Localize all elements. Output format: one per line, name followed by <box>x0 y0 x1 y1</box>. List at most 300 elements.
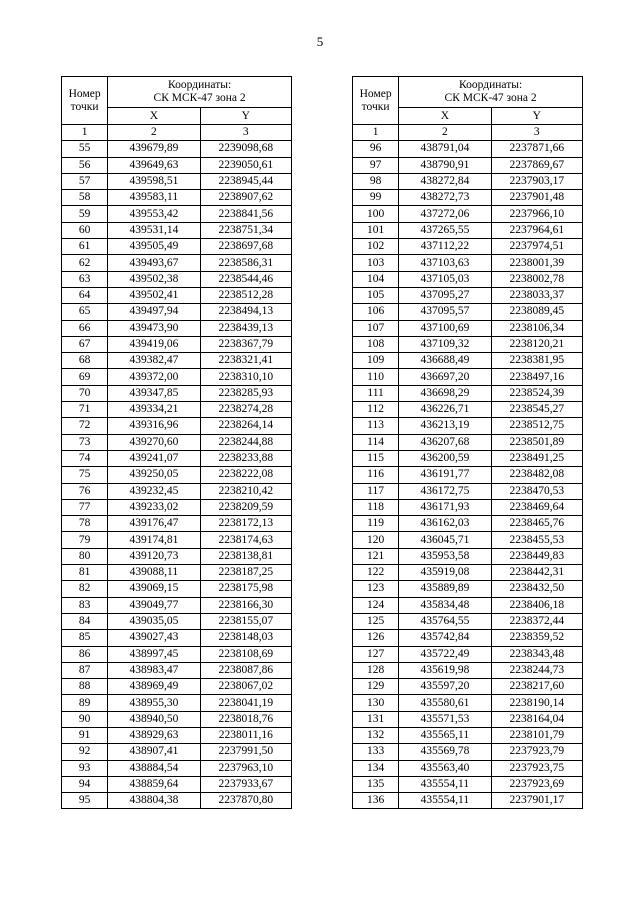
table-row <box>62 467 292 483</box>
table-row <box>353 369 583 385</box>
table-row <box>353 483 583 499</box>
point-number: 100 <box>353 206 399 222</box>
x-coordinate: 438791,04 <box>399 141 491 157</box>
x-coordinate: 439372,00 <box>108 369 200 385</box>
table-row <box>62 630 292 646</box>
table-body-right <box>353 141 583 809</box>
column-index: 3 <box>491 125 582 141</box>
point-number: 127 <box>353 646 399 662</box>
table-row <box>62 353 292 369</box>
point-number: 84 <box>62 613 108 629</box>
point-number: 83 <box>62 597 108 613</box>
x-coordinate: 435919,08 <box>399 565 491 581</box>
y-coordinate: 2238018,76 <box>200 711 291 727</box>
table-row <box>62 271 292 287</box>
x-coordinate: 439493,67 <box>108 255 200 271</box>
x-coordinate: 437095,57 <box>399 304 491 320</box>
table-row <box>353 255 583 271</box>
x-coordinate: 439473,90 <box>108 320 200 336</box>
x-coordinate: 435889,89 <box>399 581 491 597</box>
x-coordinate: 439174,81 <box>108 532 200 548</box>
y-coordinate: 2238033,37 <box>491 287 582 303</box>
y-coordinate: 2237870,80 <box>200 793 291 809</box>
table-row <box>353 222 583 238</box>
y-coordinate: 2237974,51 <box>491 239 582 255</box>
table-row <box>353 776 583 792</box>
x-coordinate: 437100,69 <box>399 320 491 336</box>
table-row <box>62 516 292 532</box>
table-row <box>353 760 583 776</box>
x-coordinate: 437095,27 <box>399 287 491 303</box>
point-number: 90 <box>62 711 108 727</box>
x-coordinate: 439382,47 <box>108 353 200 369</box>
y-coordinate: 2238244,88 <box>200 434 291 450</box>
point-number: 65 <box>62 304 108 320</box>
table-row <box>62 402 292 418</box>
point-number: 71 <box>62 402 108 418</box>
y-coordinate: 2238359,52 <box>491 630 582 646</box>
x-coordinate: 438790,91 <box>399 157 491 173</box>
y-coordinate: 2237923,69 <box>491 776 582 792</box>
y-coordinate: 2238244,73 <box>491 662 582 678</box>
y-coordinate: 2238233,88 <box>200 450 291 466</box>
point-number: 109 <box>353 353 399 369</box>
x-coordinate: 438983,47 <box>108 662 200 678</box>
y-coordinate: 2238187,25 <box>200 565 291 581</box>
table-row <box>353 320 583 336</box>
table-row <box>353 385 583 401</box>
point-number: 126 <box>353 630 399 646</box>
y-coordinate: 2237991,50 <box>200 744 291 760</box>
table-row <box>62 304 292 320</box>
x-coordinate: 439241,07 <box>108 450 200 466</box>
x-coordinate: 439502,38 <box>108 271 200 287</box>
x-coordinate: 436226,71 <box>399 402 491 418</box>
table-row <box>62 760 292 776</box>
table-row <box>62 190 292 206</box>
column-index: 1 <box>353 125 399 141</box>
y-header: Y <box>491 108 582 125</box>
point-number: 96 <box>353 141 399 157</box>
y-coordinate: 2238465,76 <box>491 516 582 532</box>
y-coordinate: 2238166,30 <box>200 597 291 613</box>
x-coordinate: 439505,49 <box>108 239 200 255</box>
point-number: 62 <box>62 255 108 271</box>
table-row <box>353 157 583 173</box>
table-row <box>62 565 292 581</box>
table-row <box>353 565 583 581</box>
y-coordinate: 2237933,67 <box>200 776 291 792</box>
point-number: 93 <box>62 760 108 776</box>
table-row <box>353 353 583 369</box>
y-coordinate: 2238175,98 <box>200 581 291 597</box>
x-coordinate: 435580,61 <box>399 695 491 711</box>
point-number: 73 <box>62 434 108 450</box>
point-number: 68 <box>62 353 108 369</box>
x-coordinate: 439583,11 <box>108 190 200 206</box>
x-coordinate: 435569,78 <box>399 744 491 760</box>
y-coordinate: 2239098,68 <box>200 141 291 157</box>
x-coordinate: 438272,73 <box>399 190 491 206</box>
point-number: 108 <box>353 336 399 352</box>
point-number: 70 <box>62 385 108 401</box>
y-coordinate: 2238089,45 <box>491 304 582 320</box>
x-coordinate: 435554,11 <box>399 793 491 809</box>
table-row <box>62 776 292 792</box>
y-coordinate: 2238697,68 <box>200 239 291 255</box>
point-number: 112 <box>353 402 399 418</box>
x-coordinate: 439598,51 <box>108 173 200 189</box>
table-row <box>353 727 583 743</box>
point-number: 103 <box>353 255 399 271</box>
point-number: 130 <box>353 695 399 711</box>
y-coordinate: 2238907,62 <box>200 190 291 206</box>
x-coordinate: 437112,22 <box>399 239 491 255</box>
point-number: 59 <box>62 206 108 222</box>
point-number: 124 <box>353 597 399 613</box>
point-number: 118 <box>353 499 399 515</box>
x-coordinate: 435722,49 <box>399 646 491 662</box>
point-number: 77 <box>62 499 108 515</box>
y-coordinate: 2238222,08 <box>200 467 291 483</box>
table-row <box>62 157 292 173</box>
x-coordinate: 437109,32 <box>399 336 491 352</box>
x-coordinate: 439088,11 <box>108 565 200 581</box>
point-number: 117 <box>353 483 399 499</box>
x-coordinate: 438272,84 <box>399 173 491 189</box>
table-row <box>62 662 292 678</box>
table-row <box>62 206 292 222</box>
point-number: 101 <box>353 222 399 238</box>
point-number: 98 <box>353 173 399 189</box>
point-number: 125 <box>353 613 399 629</box>
table-row <box>62 173 292 189</box>
y-coordinate: 2237923,75 <box>491 760 582 776</box>
x-coordinate: 436213,19 <box>399 418 491 434</box>
y-coordinate: 2238155,07 <box>200 613 291 629</box>
y-coordinate: 2238106,34 <box>491 320 582 336</box>
x-coordinate: 435597,20 <box>399 679 491 695</box>
x-coordinate: 435953,58 <box>399 548 491 564</box>
point-number: 76 <box>62 483 108 499</box>
y-coordinate: 2238321,41 <box>200 353 291 369</box>
point-number: 55 <box>62 141 108 157</box>
table-row <box>353 434 583 450</box>
y-coordinate: 2238120,21 <box>491 336 582 352</box>
table-row <box>62 418 292 434</box>
table-row <box>62 613 292 629</box>
y-coordinate: 2237964,61 <box>491 222 582 238</box>
x-coordinate: 436207,68 <box>399 434 491 450</box>
y-coordinate: 2238343,48 <box>491 646 582 662</box>
point-number: 134 <box>353 760 399 776</box>
x-coordinate: 436172,75 <box>399 483 491 499</box>
point-number: 132 <box>353 727 399 743</box>
y-coordinate: 2238512,28 <box>200 287 291 303</box>
table-row <box>62 744 292 760</box>
y-coordinate: 2238432,50 <box>491 581 582 597</box>
x-coordinate: 438940,50 <box>108 711 200 727</box>
table-row <box>62 287 292 303</box>
y-coordinate: 2237923,79 <box>491 744 582 760</box>
point-number: 88 <box>62 679 108 695</box>
y-coordinate: 2238209,59 <box>200 499 291 515</box>
point-number: 114 <box>353 434 399 450</box>
y-coordinate: 2238469,64 <box>491 499 582 515</box>
y-coordinate: 2238310,10 <box>200 369 291 385</box>
table-row <box>353 190 583 206</box>
table-row <box>62 548 292 564</box>
point-number: 80 <box>62 548 108 564</box>
table-row <box>62 483 292 499</box>
table-row <box>353 597 583 613</box>
y-coordinate: 2237966,10 <box>491 206 582 222</box>
x-coordinate: 439347,85 <box>108 385 200 401</box>
table-row <box>353 630 583 646</box>
x-coordinate: 439502,41 <box>108 287 200 303</box>
table-row <box>62 646 292 662</box>
point-number: 82 <box>62 581 108 597</box>
table-row <box>62 695 292 711</box>
point-number: 111 <box>353 385 399 401</box>
point-number: 113 <box>353 418 399 434</box>
y-coordinate: 2238470,53 <box>491 483 582 499</box>
table-row <box>62 369 292 385</box>
table-row <box>62 385 292 401</box>
point-number: 67 <box>62 336 108 352</box>
table-row <box>353 336 583 352</box>
y-coordinate: 2238002,78 <box>491 271 582 287</box>
y-coordinate: 2238491,25 <box>491 450 582 466</box>
point-number: 75 <box>62 467 108 483</box>
x-coordinate: 435554,11 <box>399 776 491 792</box>
y-coordinate: 2238285,93 <box>200 385 291 401</box>
table-row <box>62 320 292 336</box>
y-coordinate: 2238217,60 <box>491 679 582 695</box>
x-coordinate: 436688,49 <box>399 353 491 369</box>
x-coordinate: 438859,64 <box>108 776 200 792</box>
point-number: 106 <box>353 304 399 320</box>
column-index: 1 <box>62 125 108 141</box>
table-row <box>62 711 292 727</box>
x-coordinate: 436045,71 <box>399 532 491 548</box>
table-row <box>353 141 583 157</box>
y-coordinate: 2238367,79 <box>200 336 291 352</box>
point-number: 81 <box>62 565 108 581</box>
x-coordinate: 439027,43 <box>108 630 200 646</box>
point-number: 136 <box>353 793 399 809</box>
column-index: 2 <box>108 125 200 141</box>
point-number: 116 <box>353 467 399 483</box>
table-row <box>353 287 583 303</box>
table-row <box>353 581 583 597</box>
x-coordinate: 438929,63 <box>108 727 200 743</box>
table-row <box>353 662 583 678</box>
table-row <box>62 450 292 466</box>
x-coordinate: 435742,84 <box>399 630 491 646</box>
point-number: 119 <box>353 516 399 532</box>
y-coordinate: 2239050,61 <box>200 157 291 173</box>
y-coordinate: 2238101,79 <box>491 727 582 743</box>
y-coordinate: 2238067,02 <box>200 679 291 695</box>
table-row <box>62 239 292 255</box>
y-coordinate: 2238372,44 <box>491 613 582 629</box>
point-number: 102 <box>353 239 399 255</box>
table-row <box>353 206 583 222</box>
point-number: 86 <box>62 646 108 662</box>
point-number: 60 <box>62 222 108 238</box>
point-number: 69 <box>62 369 108 385</box>
x-coordinate: 439250,05 <box>108 467 200 483</box>
x-coordinate: 438907,41 <box>108 744 200 760</box>
y-coordinate: 2238494,13 <box>200 304 291 320</box>
y-coordinate: 2237903,17 <box>491 173 582 189</box>
table-row <box>353 418 583 434</box>
y-coordinate: 2238011,16 <box>200 727 291 743</box>
point-number: 115 <box>353 450 399 466</box>
table-row <box>62 434 292 450</box>
coordinates-table-right <box>352 76 583 809</box>
point-number: 87 <box>62 662 108 678</box>
coordinates-header: Координаты: СК МСК-47 зона 2 <box>399 77 583 108</box>
x-coordinate: 438884,54 <box>108 760 200 776</box>
point-number: 131 <box>353 711 399 727</box>
table-row <box>353 239 583 255</box>
point-number: 92 <box>62 744 108 760</box>
point-number: 122 <box>353 565 399 581</box>
table-row <box>353 711 583 727</box>
y-coordinate: 2238264,14 <box>200 418 291 434</box>
y-coordinate: 2238442,31 <box>491 565 582 581</box>
table-row <box>353 613 583 629</box>
y-coordinate: 2237901,48 <box>491 190 582 206</box>
coordinates-table-left <box>61 76 292 809</box>
point-number-header: Номер точки <box>62 77 108 125</box>
x-coordinate: 435571,53 <box>399 711 491 727</box>
table-row <box>62 581 292 597</box>
table-row <box>62 679 292 695</box>
point-number: 85 <box>62 630 108 646</box>
point-number: 79 <box>62 532 108 548</box>
table-row <box>62 532 292 548</box>
y-coordinate: 2238381,95 <box>491 353 582 369</box>
y-coordinate: 2238512,75 <box>491 418 582 434</box>
point-number: 89 <box>62 695 108 711</box>
table-row <box>62 336 292 352</box>
x-coordinate: 439419,06 <box>108 336 200 352</box>
table-row <box>353 499 583 515</box>
table-row <box>353 173 583 189</box>
x-coordinate: 437272,06 <box>399 206 491 222</box>
x-coordinate: 436200,59 <box>399 450 491 466</box>
table-row <box>353 402 583 418</box>
point-number: 133 <box>353 744 399 760</box>
table-row <box>353 548 583 564</box>
page-number: 5 <box>316 34 324 49</box>
point-number: 105 <box>353 287 399 303</box>
x-coordinate: 436698,29 <box>399 385 491 401</box>
y-coordinate: 2238274,28 <box>200 402 291 418</box>
table-row <box>353 304 583 320</box>
y-coordinate: 2238172,13 <box>200 516 291 532</box>
table-row <box>353 271 583 287</box>
y-coordinate: 2238497,16 <box>491 369 582 385</box>
x-coordinate: 439270,60 <box>108 434 200 450</box>
y-coordinate: 2238001,39 <box>491 255 582 271</box>
table-row <box>353 516 583 532</box>
x-coordinate: 439035,05 <box>108 613 200 629</box>
x-coordinate: 436162,03 <box>399 516 491 532</box>
y-coordinate: 2238087,86 <box>200 662 291 678</box>
x-coordinate: 435563,40 <box>399 760 491 776</box>
column-index: 2 <box>399 125 491 141</box>
table-row <box>353 679 583 695</box>
table-row <box>62 255 292 271</box>
y-coordinate: 2238190,14 <box>491 695 582 711</box>
x-coordinate: 438997,45 <box>108 646 200 662</box>
x-coordinate: 439497,94 <box>108 304 200 320</box>
y-coordinate: 2237871,66 <box>491 141 582 157</box>
table-row <box>62 499 292 515</box>
point-number: 110 <box>353 369 399 385</box>
x-coordinate: 436191,77 <box>399 467 491 483</box>
y-coordinate: 2238501,89 <box>491 434 582 450</box>
x-coordinate: 439232,45 <box>108 483 200 499</box>
x-coordinate: 438969,49 <box>108 679 200 695</box>
y-coordinate: 2237869,67 <box>491 157 582 173</box>
x-coordinate: 435834,48 <box>399 597 491 613</box>
point-number: 97 <box>353 157 399 173</box>
column-index: 3 <box>200 125 291 141</box>
point-number: 121 <box>353 548 399 564</box>
point-number: 135 <box>353 776 399 792</box>
y-coordinate: 2237901,17 <box>491 793 582 809</box>
table-row <box>353 744 583 760</box>
y-coordinate: 2238544,46 <box>200 271 291 287</box>
y-header: Y <box>200 108 291 125</box>
x-coordinate: 439334,21 <box>108 402 200 418</box>
x-coordinate: 439649,63 <box>108 157 200 173</box>
point-number: 74 <box>62 450 108 466</box>
point-number: 123 <box>353 581 399 597</box>
x-coordinate: 435619,98 <box>399 662 491 678</box>
y-coordinate: 2238449,83 <box>491 548 582 564</box>
table-row <box>353 646 583 662</box>
table-row <box>62 727 292 743</box>
y-coordinate: 2238164,04 <box>491 711 582 727</box>
table-body-left <box>62 141 292 809</box>
y-coordinate: 2238945,44 <box>200 173 291 189</box>
point-number: 104 <box>353 271 399 287</box>
point-number: 120 <box>353 532 399 548</box>
point-number: 61 <box>62 239 108 255</box>
table-row <box>353 467 583 483</box>
point-number: 64 <box>62 287 108 303</box>
x-coordinate: 437105,03 <box>399 271 491 287</box>
y-coordinate: 2238439,13 <box>200 320 291 336</box>
x-coordinate: 438955,30 <box>108 695 200 711</box>
point-number-header: Номер точки <box>353 77 399 125</box>
y-coordinate: 2238148,03 <box>200 630 291 646</box>
point-number: 72 <box>62 418 108 434</box>
table-row <box>353 450 583 466</box>
point-number: 78 <box>62 516 108 532</box>
y-coordinate: 2238041,19 <box>200 695 291 711</box>
point-number: 94 <box>62 776 108 792</box>
y-coordinate: 2238586,31 <box>200 255 291 271</box>
y-coordinate: 2238174,63 <box>200 532 291 548</box>
x-coordinate: 437103,63 <box>399 255 491 271</box>
